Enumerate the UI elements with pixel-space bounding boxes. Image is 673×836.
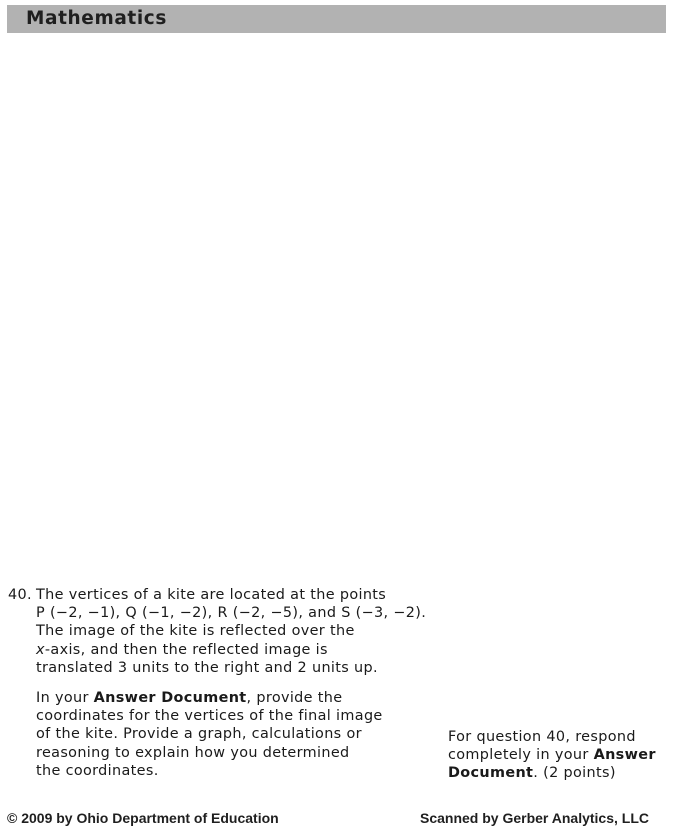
instr-post: , provide the <box>246 690 343 707</box>
stem-line-3: The image of the kite is reflected over the <box>36 623 355 640</box>
note-points: . (2 points) <box>533 765 616 782</box>
instr-line-2: coordinates for the vertices of the final image <box>36 708 383 725</box>
stem-line-2: P (−2, −1), Q (−1, −2), R (−2, −5), and S (−3, −2). <box>36 605 427 622</box>
stem-line-1: The vertices of a kite are located at the points <box>36 587 387 603</box>
axis-variable: x <box>36 641 45 658</box>
question-number: 40. <box>8 587 32 603</box>
question-stem <box>36 586 428 677</box>
instr-line-3: of the kite. Provide a graph, calculations or <box>36 726 362 743</box>
note-answer-label: Answer <box>593 747 656 764</box>
instr-line-4: reasoning to explain how you determined <box>36 744 350 761</box>
section-header-bar <box>7 5 666 33</box>
question-instructions <box>36 689 428 780</box>
note-line-2: completely in your <box>448 747 594 764</box>
copyright-footer: © 2009 by Ohio Department of Education <box>7 810 279 826</box>
instr-line-5: the coordinates. <box>36 762 159 779</box>
section-title: Mathematics <box>26 8 167 29</box>
answer-document-label: Answer Document <box>93 690 247 707</box>
note-document-label: Document <box>448 765 534 782</box>
note-line-1: For question 40, respond <box>448 729 636 745</box>
stem-line-5: translated 3 units to the right and 2 units up. <box>36 659 378 676</box>
stem-line-4: -axis, and then the reflected image is <box>44 641 328 658</box>
question-40 <box>8 586 428 780</box>
scanner-credit-footer: Scanned by Gerber Analytics, LLC <box>420 810 649 826</box>
question-body <box>36 586 428 780</box>
instr-pre: In your <box>36 690 94 707</box>
scoring-note <box>448 728 668 783</box>
